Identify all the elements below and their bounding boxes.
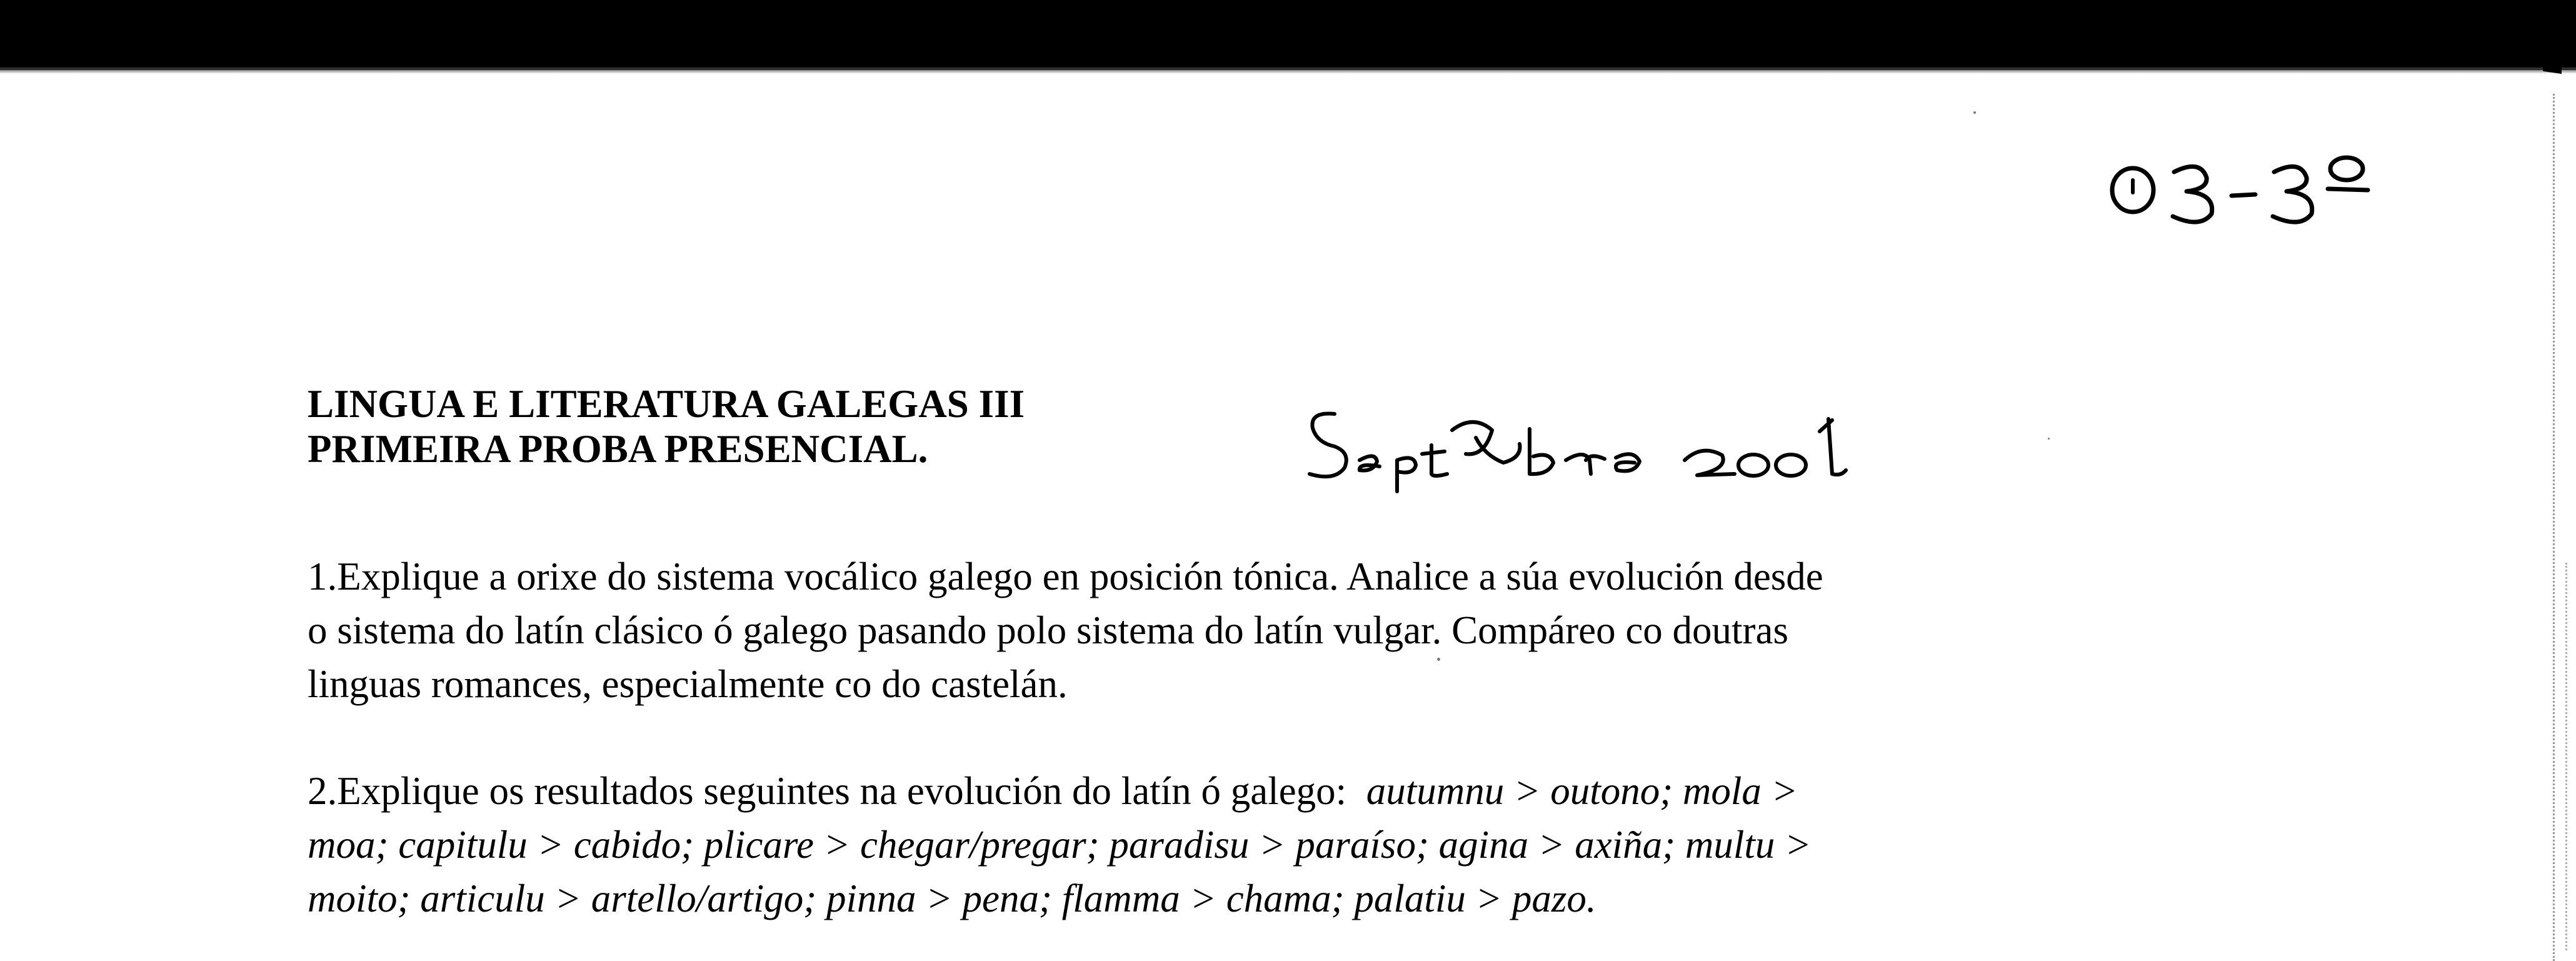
scan-top-border xyxy=(0,0,2576,70)
question-2-examples-1: autumnu > outono; mola > xyxy=(1366,769,1798,813)
handwritten-date-drawing xyxy=(1297,400,1910,494)
question-1-line-3: linguas romances, especialmente co do castelán. xyxy=(308,662,1068,706)
exam-title xyxy=(308,381,1025,471)
question-1 xyxy=(308,550,1823,711)
question-2-examples-2: moa; capitulu > cabido; plicare > chegar/pregar; paradisu > paraíso; agina > axiña; multu > xyxy=(308,823,1812,867)
question-1-line-1: 1.Explique a orixe do sistema vocálico galego en posición tónica. Analice a súa evolución desde xyxy=(308,555,1823,598)
handwritten-date xyxy=(1297,400,1910,494)
question-2 xyxy=(308,764,1812,925)
scan-border-shadow xyxy=(0,68,2576,74)
title-line-1: LINGUA E LITERATURA GALEGAS III xyxy=(308,382,1025,426)
handwritten-code xyxy=(2107,136,2432,230)
question-2-examples-3: moito; articulu > artello/artigo; pinna > pena; flamma > chama; palatiu > pazo. xyxy=(308,877,1596,920)
scan-right-edge-2 xyxy=(2565,563,2570,950)
question-2-line-1 xyxy=(308,764,1812,818)
question-1-line-2: o sistema do latín clásico ó galego pasando polo sistema do latín vulgar. Compáreo co doutras xyxy=(308,608,1788,652)
question-2-intro: 2.Explique os resultados seguintes na evolución do latín ó galego: xyxy=(308,769,1347,813)
title-line-2: PRIMEIRA PROBA PRESENCIAL. xyxy=(308,427,928,471)
handwritten-code-drawing xyxy=(2107,136,2432,230)
scan-speck xyxy=(2048,438,2050,440)
scan-right-edge xyxy=(2553,94,2560,961)
scan-speck xyxy=(1973,111,1976,114)
